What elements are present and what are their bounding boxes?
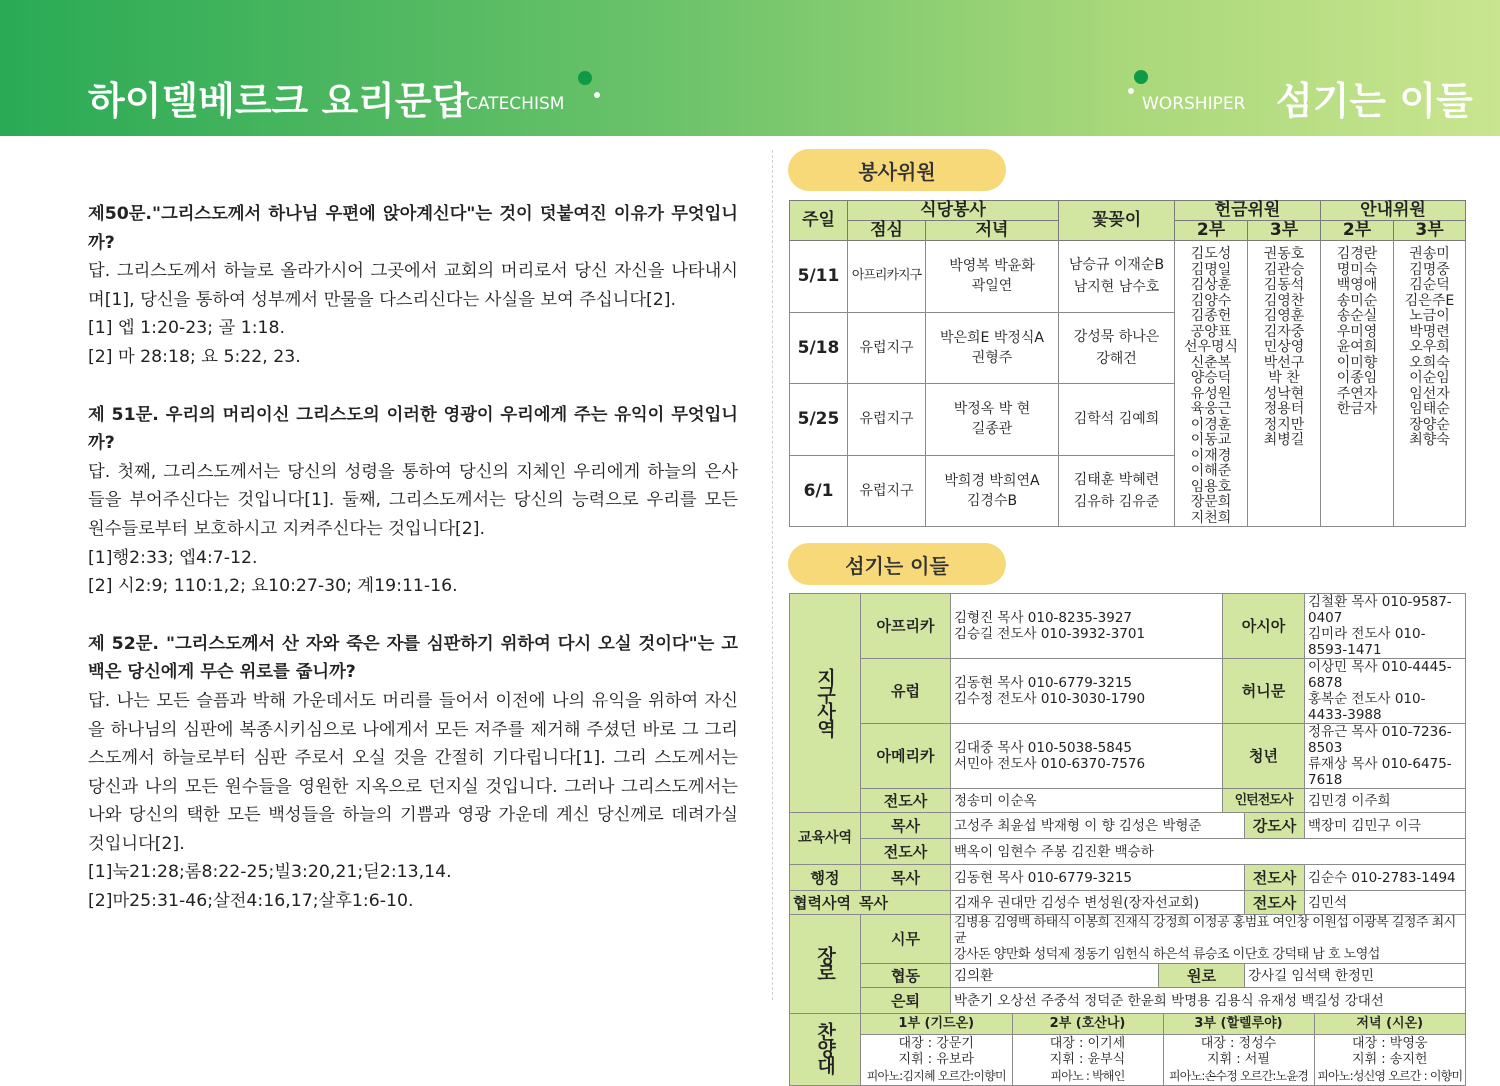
admin-evangelist: 김순수 010-2783-1494	[1305, 865, 1466, 891]
catechism-body	[88, 200, 738, 916]
education-label: 교육사역	[790, 813, 861, 865]
africa-label: 아프리카	[861, 594, 951, 659]
decor-dot	[578, 71, 592, 85]
col-guide-3: 3부	[1394, 221, 1466, 241]
coop-evangelist-label: 전도사	[1245, 891, 1305, 915]
america-label: 아메리카	[861, 724, 951, 789]
table-row	[790, 241, 1466, 313]
education-evangelists: 백옥이 임현수 주봉 김진환 백승하	[951, 839, 1466, 865]
choir-3-name: 3부 (할렐루야)	[1163, 1014, 1314, 1034]
emeritus-label: 원로	[1159, 964, 1245, 988]
col-guide-2: 2부	[1321, 221, 1394, 241]
emeritus-names: 강사길 임석택 한정민	[1245, 964, 1466, 988]
assoc-elders: 김의환	[951, 964, 1159, 988]
lunch-cell: 유럽지구	[848, 312, 926, 384]
worshiper-subtitle: WORSHIPER	[1142, 94, 1246, 114]
flowers-cell: 김학석 김예희	[1059, 384, 1175, 456]
answer-50: 답. 그리스도께서 하늘로 올라가시어 그곳에서 교회의 머리로서 당신 자신을 나타내시며[1], 당신을 통하여 성부께서 만물을 다스리신다는 사실을 보여 주십니다[2].	[88, 261, 738, 310]
asia-label: 아시아	[1223, 594, 1305, 659]
catechism-title: 하이델베르크 요리문답	[88, 79, 469, 123]
lecturer-names: 백장미 김민구 이극	[1305, 813, 1466, 839]
choir-2-name: 2부 (호산나)	[1012, 1014, 1163, 1034]
lunch-cell: 유럽지구	[848, 384, 926, 456]
intern-label: 인턴전도사	[1223, 789, 1305, 813]
dinner-cell: 박희경 박희연A 김경수B	[926, 455, 1059, 527]
ref-50-1: [1] 엡 1:20-23; 골 1:18.	[88, 318, 285, 339]
lunch-cell: 유럽지구	[848, 455, 926, 527]
choir-3-info: 대장 : 정성수 지휘 : 서필 피아노:손수정 오르간:노윤경	[1163, 1034, 1314, 1085]
date-cell: 5/18	[790, 312, 848, 384]
date-cell: 5/25	[790, 384, 848, 456]
admin-evangelist-label: 전도사	[1245, 865, 1305, 891]
europe-label: 유럽	[861, 659, 951, 724]
col-offering-3: 3부	[1248, 221, 1321, 241]
education-evangelist-label: 전도사	[861, 839, 951, 865]
col-guide: 안내위원	[1321, 201, 1466, 221]
active-elders: 김병용 김영백 하태식 이봉희 진재식 강정희 이정공 홍범표 여인창 이원섭 이광복 길정주 최시균 강사돈 양만화 성덕제 정동기 임헌식 하은석 류승조 이단호 강덕태 남 호 노영섭	[951, 915, 1466, 964]
worshiper-title: 섬기는 이들	[1276, 79, 1473, 123]
guide-3-list: 권송미 김명중 김순덕 김은주E 노금이 박명련 오우희 오희숙 이순임 임선자 임태순 장양순 최향숙	[1394, 241, 1466, 527]
answer-51: 답. 첫째, 그리스도께서는 당신의 성령을 통하여 당신의 지체인 우리에게 하늘의 은사들을 부어주신다는 것입니다[1]. 둘째, 그리스도께서는 당신의 능력으로 우리를 모든 원수들로부터 보호하시고 지켜주신다는 것입니다[2].	[88, 461, 738, 539]
lecturer-label: 강도사	[1245, 813, 1305, 839]
elders-label: 장로	[790, 915, 861, 1014]
question-52: 제 52문. "그리스도께서 산 자와 죽은 자를 심판하기 위하여 다시 오실 것이다"는 고백은 당신에게 무슨 위로를 줍니까?	[88, 633, 738, 683]
district-evangelist-label: 전도사	[861, 789, 951, 813]
district-label: 지구사역	[790, 594, 861, 813]
catechism-subtitle: CATECHISM	[466, 94, 565, 114]
coop-label: 협력사역 목사	[790, 891, 951, 915]
retired-elders-label: 은퇴	[861, 988, 951, 1014]
col-offering-2: 2부	[1175, 221, 1248, 241]
page-header	[0, 0, 1500, 136]
col-cafeteria: 식당봉사	[848, 201, 1059, 221]
africa-contacts: 김형진 목사 010-8235-3927 김승길 전도사 010-3932-3701	[951, 594, 1223, 659]
admin-label: 행정	[790, 865, 861, 891]
col-offering: 헌금위원	[1175, 201, 1321, 221]
choir-grid	[861, 1014, 1466, 1086]
assoc-elders-label: 협동	[861, 964, 951, 988]
question-51: 제 51문. 우리의 머리이신 그리스도의 이러한 영광이 우리에게 주는 유익이 무엇입니까?	[88, 404, 738, 454]
active-elders-label: 시무	[861, 915, 951, 964]
ref-51-2: [2] 시2:9; 110:1,2; 요10:27-30; 계19:11-16.	[88, 576, 458, 597]
col-lunch: 점심	[848, 221, 926, 241]
youth-label: 청년	[1223, 724, 1305, 789]
service-committee-title: 봉사위원	[788, 149, 1006, 191]
admin-pastor: 김동현 목사 010-6779-3215	[951, 865, 1245, 891]
hermon-contacts: 이상민 목사 010-4445-6878 홍복순 전도사 010-4433-3988	[1305, 659, 1466, 724]
answer-52: 답. 나는 모든 슬픔과 박해 가운데서도 머리를 들어서 이전에 나의 유익을 위하여 자신을 하나님의 심판에 복종시키심으로 나에게서 모든 저주를 제거해 주셨던 바로 그 그리스도께서 하늘로부터 심판 주로서 오실 것을 간절히 기다립니다[1]. 그리 스도께서는 당신과 나의 모든 원수들을 영원한 지옥으로 던지실 것입니다. 그러나 그리스도께서는 나와 당신의 택한 모든 백성들을 하늘의 기쁨과 영광 가운데 계신 당신께로 데려가실 것입니다[2].	[88, 690, 738, 854]
education-pastor-label: 목사	[861, 813, 951, 839]
europe-contacts: 김동현 목사 010-6779-3215 김수정 전도사 010-3030-1790	[951, 659, 1223, 724]
district-evangelist-names: 정송미 이순옥	[951, 789, 1223, 813]
decor-dot-small	[594, 92, 600, 98]
flowers-cell: 남승규 이재순B 남지현 남수호	[1059, 241, 1175, 313]
service-table	[789, 200, 1466, 527]
flowers-cell: 김태훈 박혜련 김유하 김유준	[1059, 455, 1175, 527]
retired-elders: 박춘기 오상선 주중석 정덕준 한윤희 박명용 김용식 유재성 백길성 강대선	[951, 988, 1466, 1014]
question-50: 제50문."그리스도께서 하나님 우편에 앉아계신다"는 것이 덧붙여진 이유가 무엇입니까?	[88, 204, 738, 253]
dinner-cell: 박정옥 박 현 길종관	[926, 384, 1059, 456]
dinner-cell: 박영복 박윤화 곽일연	[926, 241, 1059, 313]
guide-2-list: 김경란 명미숙 백영애 송미순 송순실 우미영 윤여희 이미향 이종임 주연자 한금자	[1321, 241, 1394, 527]
col-week: 주일	[790, 201, 848, 241]
servants-table	[789, 593, 1466, 1086]
lunch-cell: 아프리카지구	[848, 241, 926, 313]
ref-52-1: [1]눅21:28;롬8:22-25;빌3:20,21;딛2:13,14.	[88, 862, 452, 883]
hermon-label: 허니문	[1223, 659, 1305, 724]
admin-pastor-label: 목사	[861, 865, 951, 891]
choir-2-info: 대장 : 이기세 지휘 : 윤부식 피아노 : 박해인	[1012, 1034, 1163, 1085]
col-flowers: 꽃꽂이	[1059, 201, 1175, 241]
coop-pastors: 김재우 권대만 김성수 변성원(장자선교회)	[951, 891, 1245, 915]
education-pastors: 고성주 최윤섭 박재형 이 향 김성은 박형준	[951, 813, 1245, 839]
intern-names: 김민경 이주희	[1305, 789, 1466, 813]
choir-4-name: 저녁 (시온)	[1314, 1014, 1465, 1034]
choir-4-info: 대장 : 박영웅 지휘 : 송지헌 피아노:성신영 오르간 : 이향미	[1317, 1035, 1463, 1083]
offering-2-list: 김도성 김명일 김상훈 김양수 김종헌 공양표 선우명식 신춘복 양승덕 유성원 육웅근 이경훈 이동교 이재경 이해준 임용호 장문희 지천희	[1175, 241, 1248, 527]
decor-dot	[1134, 70, 1148, 84]
servants-title: 섬기는 이들	[788, 543, 1006, 585]
america-contacts: 김대중 목사 010-5038-5845 서민아 전도사 010-6370-7576	[951, 724, 1223, 789]
ref-50-2: [2] 마 28:18; 요 5:22, 23.	[88, 346, 301, 367]
asia-contacts: 김철환 목사 010-9587-0407 김미라 전도사 010-8593-1471	[1305, 594, 1466, 659]
col-dinner: 저녁	[926, 221, 1059, 241]
flowers-cell: 강성묵 하나은 강해건	[1059, 312, 1175, 384]
date-cell: 5/11	[790, 241, 848, 313]
decor-dot-small	[1128, 88, 1134, 94]
youth-contacts: 정유근 목사 010-7236-8503 류재상 목사 010-6475-7618	[1305, 724, 1466, 789]
choir-1-name: 1부 (기드온)	[861, 1014, 1012, 1034]
ref-51-1: [1]행2:33; 엡4:7-12.	[88, 547, 258, 568]
choir-label: 찬양대	[790, 1014, 861, 1086]
ref-52-2: [2]마25:31-46;살전4:16,17;살후1:6-10.	[88, 891, 414, 912]
offering-3-list: 권동호 김관승 김동석 김영찬 김영훈 김자중 민상영 박선구 박 찬 성낙현 정용터 정지만 최병길	[1248, 241, 1321, 527]
coop-evangelist: 김민석	[1305, 891, 1466, 915]
dinner-cell: 박은희E 박정식A 권형주	[926, 312, 1059, 384]
choir-1-info: 대장 : 강문기 지휘 : 유보라 피아노:김지혜 오르간:이향미	[861, 1034, 1012, 1085]
date-cell: 6/1	[790, 455, 848, 527]
